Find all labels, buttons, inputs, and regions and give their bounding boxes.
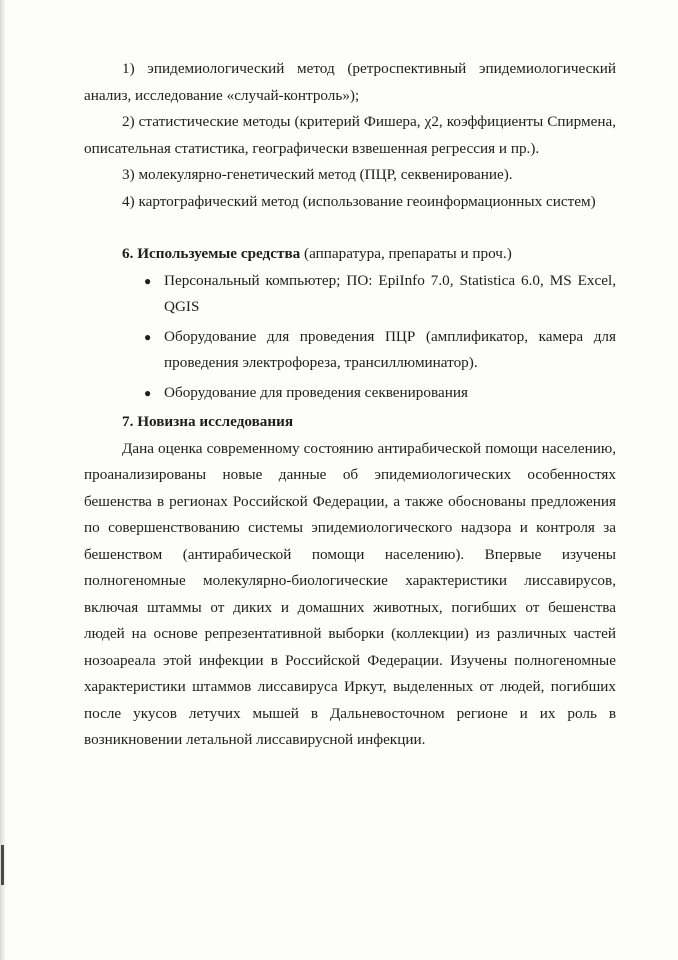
scan-mark: [1, 845, 4, 885]
section-6-title: 6. Используемые средства: [122, 245, 301, 262]
equipment-list: [84, 268, 616, 407]
list-item: [144, 324, 616, 377]
spacer: [84, 215, 616, 241]
section-6-subtitle: (аппаратура, препараты и проч.): [304, 245, 512, 262]
list-item-text: Оборудование для проведения секвенирования: [164, 383, 468, 401]
method-molecular-genetic: 3) молекулярно-генетический метод (ПЦР, секвенирование).: [122, 166, 513, 183]
list-item-text: Персональный компьютер; ПО: EpiInfo 7.0, Statistica 6.0, MS Excel, QGIS: [164, 271, 616, 315]
section-7-body: Дана оценка современному состоянию антирабической помощи населению, проанализированы новые данные об эпидемиологических особенностях бешенства в регионах Российской Федерации, а также обоснованы предложения по совершенствованию системы эпидемиологического надзора и контроля за бешенством (антирабической помощи населению). Впервые изучены полногеномные молекулярно-биологические характеристики лиссавирусов, включая штаммы от диких и домашних животных, погибших от бешенства людей на основе репрезентативной выборки (коллекции) из различных частей нозоареала этой инфекции в Российской Федерации. Изучены полногеномные характеристики штаммов лиссавируса Иркут, выделенных от людей, погибших после укусов летучих мышей в Дальневосточном регионе и их роль в возникновении летальной лиссавирусной инфекции.: [84, 439, 616, 748]
list-item: [144, 380, 616, 407]
method-epidemiological: 1) эпидемиологический метод (ретроспективный эпидемиологический анализ, исследование «случай-контроль»);: [84, 60, 616, 104]
bullet-icon: ●: [144, 385, 152, 400]
list-item: [144, 268, 616, 321]
document-content: [84, 56, 616, 754]
method-cartographic: 4) картографический метод (использование геоинформационных систем): [122, 192, 596, 210]
scan-shadow: [0, 0, 6, 960]
list-item-text: Оборудование для проведения ПЦР (амплификатор, камера для проведения электрофореза, трансиллюминатор).: [164, 327, 616, 371]
section-6-heading: [84, 241, 616, 268]
section-7-heading: [84, 409, 616, 436]
section-7-title: 7. Новизна исследования: [122, 413, 294, 430]
method-statistical: 2) статистические методы (критерий Фишера, χ2, коэффициенты Спирмена, описательная статистика, географически взвешенная регрессия и пр.).: [84, 113, 616, 157]
bullet-icon: ●: [144, 329, 152, 344]
bullet-icon: ●: [144, 273, 152, 288]
